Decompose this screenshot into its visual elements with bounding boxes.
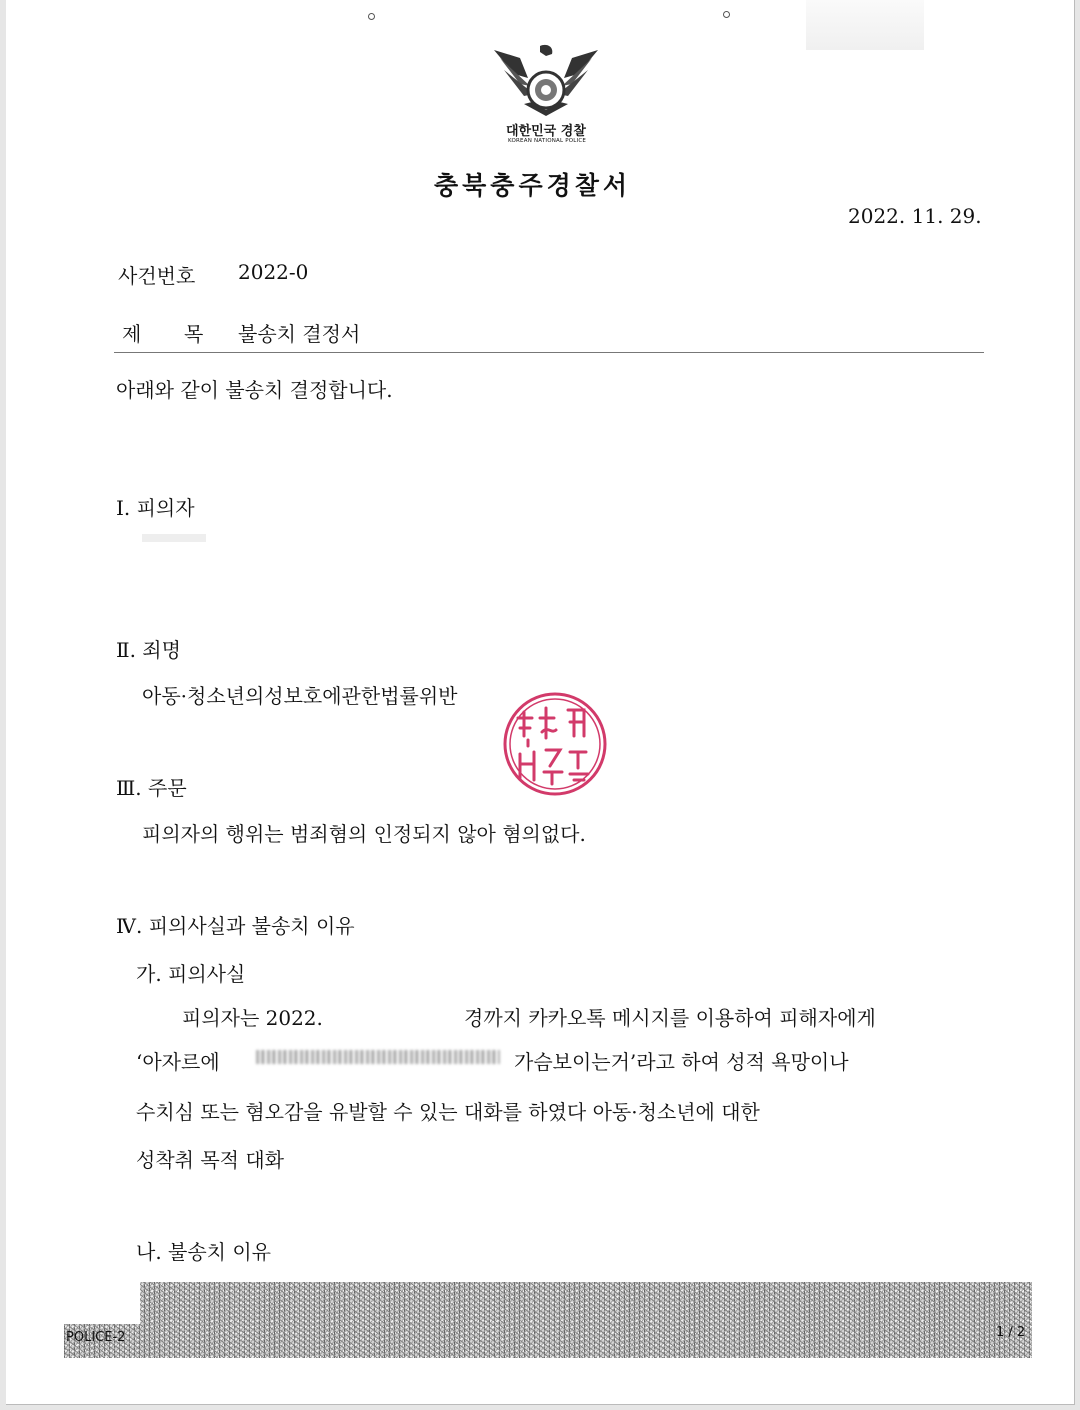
- facts-line-1a: 피의자는 2022.: [182, 1006, 323, 1030]
- header-divider: [114, 352, 984, 353]
- subject-value: 불송치 결정서: [238, 322, 361, 346]
- section-2-heading: Ⅱ. 죄명: [116, 638, 181, 662]
- case-number-label: 사건번호: [118, 264, 196, 288]
- document-page: [6, 0, 1075, 1405]
- redaction-suspect-name: [142, 534, 206, 542]
- subsection-facts-heading: 가. 피의사실: [136, 962, 246, 986]
- redaction-top: [806, 0, 924, 50]
- agency-title: 충북충주경찰서: [434, 171, 632, 200]
- document-date: 2022. 11. 29.: [848, 204, 982, 228]
- facts-line-3: 수치심 또는 혐오감을 유발할 수 있는 대화를 하였다 아동·청소년에 대한: [136, 1100, 760, 1124]
- subject-label-first: 제: [122, 322, 142, 346]
- section-1-heading: Ⅰ. 피의자: [116, 496, 195, 520]
- brand-english: KOREAN NATIONAL POLICE: [508, 138, 587, 144]
- facts-line-2a: ‘아자르에: [136, 1050, 220, 1074]
- brand-korean: 대한민국 경찰: [506, 124, 586, 139]
- facts-line-4: 성착취 목적 대화: [136, 1148, 284, 1172]
- case-number-value: 2022-0: [238, 260, 309, 284]
- redaction-quote: [256, 1050, 500, 1064]
- subsection-reason-heading: 나. 불송치 이유: [136, 1240, 271, 1264]
- facts-line-2b: 가슴보이는거’라고 하여 성적 욕망이나: [514, 1050, 849, 1074]
- subject-label-second: 목: [184, 322, 204, 346]
- page-number: 1 / 2: [996, 1325, 1026, 1340]
- redaction-noise-block: [64, 1282, 1032, 1358]
- official-seal-stamp-icon: [500, 688, 610, 800]
- scan-dot: [368, 13, 375, 20]
- police-eagle-emblem-icon: [490, 44, 602, 120]
- section-4-heading: Ⅳ. 피의사실과 불송치 이유: [116, 914, 355, 938]
- section-3-heading: Ⅲ. 주문: [116, 776, 187, 800]
- redaction-noise-gap: [64, 1282, 140, 1324]
- disposition-text: 피의자의 행위는 범죄혐의 인정되지 않아 혐의없다.: [142, 822, 586, 846]
- charge-name: 아동·청소년의성보호에관한법률위반: [142, 684, 458, 708]
- intro-text: 아래와 같이 불송치 결정합니다.: [116, 378, 393, 402]
- form-code: POLICE-2: [66, 1330, 126, 1345]
- facts-line-1b: 경까지 카카오톡 메시지를 이용하여 피해자에게: [464, 1006, 876, 1030]
- scan-dot: [723, 11, 730, 18]
